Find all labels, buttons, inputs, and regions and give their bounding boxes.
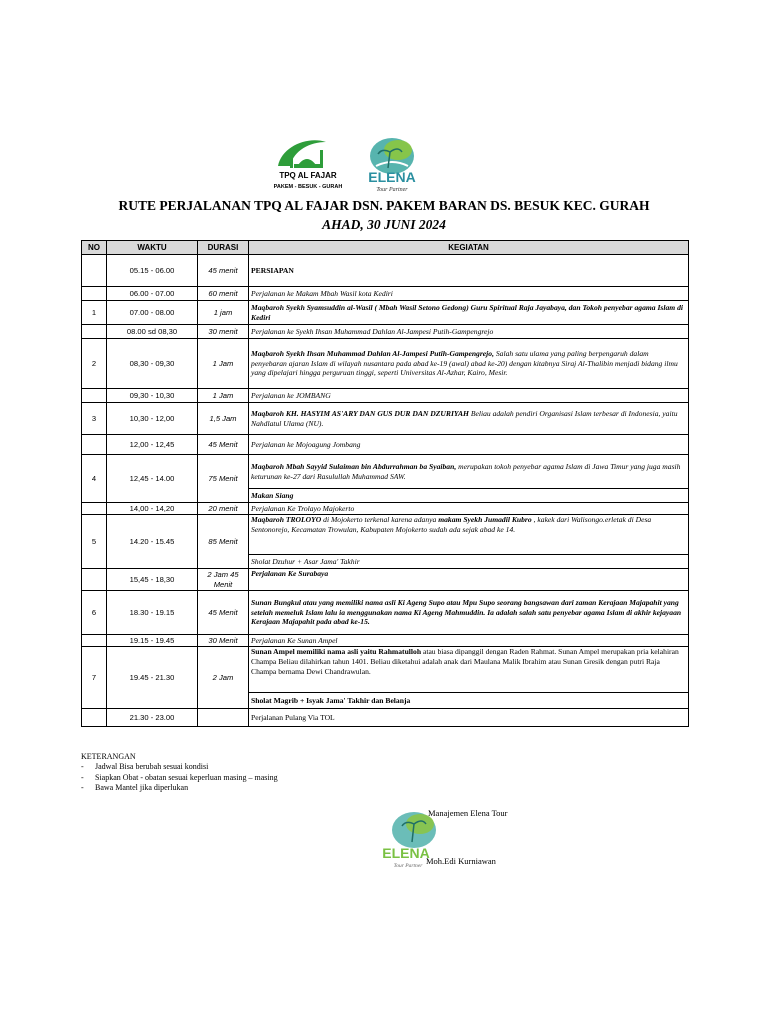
row-durasi: 1 Jam [198,339,249,389]
elena-logo [346,134,438,194]
row-durasi: 1,5 Jam [198,403,249,435]
row-durasi: 30 menit [198,325,249,339]
notes-title: KETERANGAN [81,752,136,761]
table-row [82,591,689,635]
kegiatan-bold: Maqbaroh Syekh Ihsan Muhammad Dahlan Al-Jampesi Putih-Gampengrejo, [251,348,494,358]
row-kegiatan: Perjalanan Ke Sunan Ampel [249,635,689,647]
kegiatan-bold: Maqbaroh Mbah Sayyid Sulaiman bin Abdurrahman ba Syaiban, [251,461,457,471]
table-row [82,435,689,455]
row-durasi: 1 Jam [198,389,249,403]
tpq-al-fajar-logo [268,128,348,196]
tpq-logo-line2: PAKEM - BESUK - GURAH [273,184,343,190]
row-no: 2 [82,339,107,389]
row-waktu: 19.45 - 21.30 [107,647,198,709]
row-kegiatan: Perjalanan ke JOMBANG [249,389,689,403]
row-waktu: 12,00 - 12,45 [107,435,198,455]
row-kegiatan: PERSIAPAN [249,255,689,287]
tpq-logo-line1: TPQ AL FAJAR [279,171,337,180]
table-row [82,635,689,647]
row-kegiatan: Perjalanan ke Mojoagung Jombang [249,435,689,455]
row-kegiatan: Perjalanan Ke Trolayo Majokerto [249,503,689,515]
row-waktu: 08,30 - 09,30 [107,339,198,389]
row-kegiatan: Perjalanan ke Syekh Ihsan Muhammad Dahlan Al-Jampesi Putih-Gampengrejo [249,325,689,339]
row-durasi: 45 Menit [198,435,249,455]
row-kegiatan: Perjalanan Ke Surabaya [249,569,689,591]
row-no [82,569,107,591]
row-waktu: 10,30 - 12,00 [107,403,198,435]
kegiatan-bold: Sunan Ampel memiliki nama asli yaitu Rahmatulloh [251,647,422,656]
row-waktu: 07.00 - 08.00 [107,301,198,325]
row-waktu: 09,30 - 10,30 [107,389,198,403]
signature-name: Moh.Edi Kurniawan [426,856,496,866]
row-no [82,503,107,515]
page-date: AHAD, 30 JUNI 2024 [322,217,446,232]
row-kegiatan [249,403,689,435]
elena-logo-text: ELENA [368,169,416,185]
row-no: 6 [82,591,107,635]
stamp-sub: Tour Partner [393,863,423,869]
row-no: 5 [82,515,107,569]
row-no [82,635,107,647]
row-durasi: 30 Menit [198,635,249,647]
col-header-durasi: DURASI [198,241,249,255]
kegiatan-bold: Maqbaroh TROLOYO [251,515,322,524]
row-waktu: 12,45 - 14.00 [107,455,198,503]
table-row [82,287,689,301]
row-durasi: 60 menit [198,287,249,301]
row-durasi: 45 Menit [198,591,249,635]
row-waktu: 05.15 - 06.00 [107,255,198,287]
row-kegiatan [249,455,689,489]
row-no: 1 [82,301,107,325]
kegiatan-bold: Maqbaroh KH. HASYIM AS'ARY DAN GUS DUR DAN DZURIYAH [251,408,469,418]
row-waktu: 18.30 - 19.15 [107,591,198,635]
row-waktu: 14.20 - 15.45 [107,515,198,569]
row-kegiatan: Maqbaroh Syekh Syamsuddin al-Wasil ( Mbah Wasil Setono Gedong) Guru Spiritual Raja Jayabaya, dan Tokoh penyebar agama Islam di Kediri [249,301,689,325]
row-no: 7 [82,647,107,709]
row-durasi: 1 jam [198,301,249,325]
row-no [82,325,107,339]
row-kegiatan [249,647,689,693]
kegiatan-text: di Mojokerto terkenal karena adanya [321,515,437,524]
row-waktu: 15,45 - 18,30 [107,569,198,591]
notes-item: - Jadwal Bisa berubah sesuai kondisi [81,762,278,772]
row-waktu: 21.30 - 23.00 [107,709,198,727]
row-kegiatan-extra: Sholat Magrib + Isyak Jama' Takhir dan Belanja [249,693,689,709]
row-no [82,389,107,403]
row-no: 3 [82,403,107,435]
notes-item: - Bawa Mantel jika diperlukan [81,783,278,793]
header-logos [268,128,438,196]
row-durasi: 85 Menit [198,515,249,569]
table-row [82,503,689,515]
row-no [82,435,107,455]
notes-list [81,762,278,793]
row-kegiatan [249,339,689,389]
kegiatan-text: merupakan tokoh penyebar agama Islam di Jawa Timur yang juga masih keturunan ke-27 dari Rasulullah Muhammad SAW. [251,461,681,481]
signature-org: Manajemen Elena Tour [428,808,508,818]
kegiatan-bold-2: makam Syekh Jumadil Kubro [436,515,532,524]
stamp-text: ELENA [382,845,430,861]
table-row [82,301,689,325]
row-waktu: 08.00 sd 08,30 [107,325,198,339]
row-no: 4 [82,455,107,503]
row-kegiatan [249,515,689,555]
table-row [82,455,689,489]
elena-logo-sub: Tour Partner [376,187,408,193]
kegiatan-text: Salah satu ulama yang paling berpengaruh dalam penyebaran ajaran Islam di wilayah nusantara pada abad ke-19 (awal) abad ke-20) dengan kitabnya Siraj Al-Thalibin menjadi bidang ilmu yang dipelajari hingga perguruan tinggi, seperti Universitas Al-Azhar, Kairo, Mesir. [251,348,678,378]
table-row [82,647,689,693]
row-no [82,709,107,727]
kegiatan-text-rest: , kakek dari Walisongo.erletak di Desa Sentonorejo, Kecamatan Trowulan, Kabupaten Mojokerto sudah ada sejak abad ke 14. [251,515,652,534]
table-row [82,709,689,727]
table-header-row [82,241,689,255]
row-durasi: 75 Menit [198,455,249,503]
notes-item: - Siapkan Obat - obatan sesuai keperluan masing – masing [81,773,278,783]
row-waktu: 14,00 - 14,20 [107,503,198,515]
col-header-waktu: WAKTU [107,241,198,255]
row-kegiatan: Sunan Bungkul atau yang memiliki nama asli Ki Ageng Supo atau Mpu Supo seorang bangsawan dari zaman Kerajaan Majapahit yang setelah memeluk Islam lalu ia menggunakan nama Ki Ageng Mahmuddin. Ia adalah salah satu penyebar agama Islam di akhir kejayaan Kerajaan Majapahit pada abad ke-15. [249,591,689,635]
row-waktu: 19.15 - 19.45 [107,635,198,647]
row-kegiatan-extra: Makan Siang [249,489,689,503]
table-row [82,325,689,339]
row-no [82,255,107,287]
schedule-table [81,240,689,727]
notes-section [81,752,278,794]
table-row [82,339,689,389]
table-row [82,255,689,287]
page-title: RUTE PERJALANAN TPQ AL FAJAR DSN. PAKEM BARAN DS. BESUK KEC. GURAH [118,198,650,213]
kegiatan-text: Beliau adalah pendiri Organisasi Islam terbesar di Indonesia, yaitu Nahdlatul Ulama (NU). [251,408,678,428]
col-header-kegiatan: KEGIATAN [249,241,689,255]
col-header-no: NO [82,241,107,255]
row-durasi: 2 Jam 45 Menit [198,569,249,591]
table-row [82,569,689,591]
row-kegiatan: Perjalanan ke Makam Mbah Wasil kota Kediri [249,287,689,301]
row-durasi: 45 menit [198,255,249,287]
table-row [82,403,689,435]
row-kegiatan: Perjalanan Pulang Via TOL [249,709,689,727]
table-row [82,389,689,403]
kegiatan-text: atau biasa dipanggil dengan Raden Rahmat. Sunan Ampel merupakan pria kelahiran Champa Beliau dilahirkan tahun 1401. Beliau diketahui adalah anak dari Maulana Malik Ibrahim atau Sunan Gresik dengan putri Raja Champa bernama Dewi Chandrawulan. [251,647,679,676]
row-waktu: 06.00 - 07.00 [107,287,198,301]
row-durasi: 2 Jam [198,647,249,709]
row-kegiatan-extra: Sholat Dzuhur + Asar Jama' Takhir [249,555,689,569]
table-row [82,515,689,555]
row-durasi: 20 menit [198,503,249,515]
row-durasi [198,709,249,727]
row-no [82,287,107,301]
